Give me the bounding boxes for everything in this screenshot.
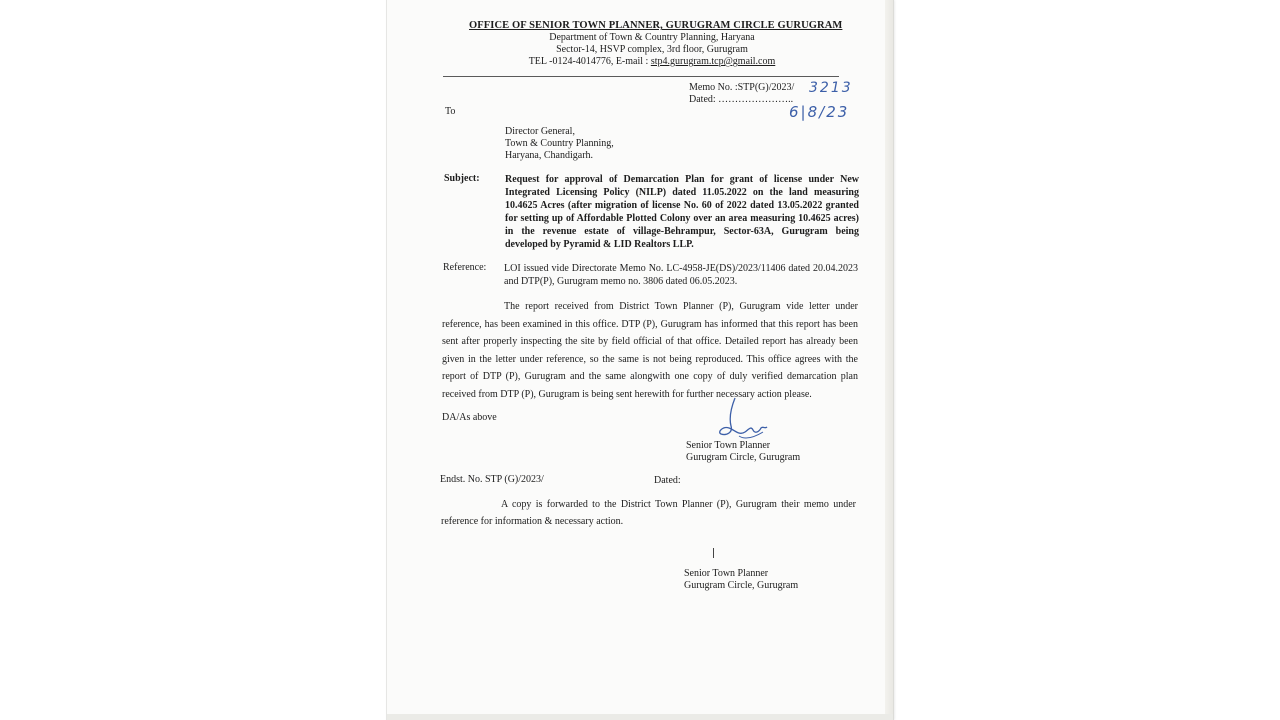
page-edge-shadow [885,0,893,720]
telephone-text: TEL -0124-4014776, E-mail : [528,56,651,67]
memo-dated: Dated: ………………….. [689,94,794,105]
memo-number-handwritten: 3213 [809,80,853,96]
office-title: OFFICE OF SENIOR TOWN PLANNER, GURUGRAM CIRCLE GURUGRAM [469,20,843,31]
to-label: To [445,106,456,117]
reference-label: Reference: [443,262,487,273]
endorsement-dated: Dated: [654,475,681,486]
memo-date-handwritten: 6|8/23 [789,103,850,121]
department-line: Department of Town & Country Planning, Haryana [549,32,755,43]
document-page [386,0,894,720]
addressee-line: Director General, [505,126,575,137]
subject-text: Request for approval of Demarcation Plan for grant of license under New Integrated Licensing Policy (NILP) dated 11.05.2022 on the land measuring 10.4625 Acres (after migration of license No. 60 of 2022 dated 13.05.2022 granted for setting up of Affordable Plotted Colony over an area measuring 10.4625 acres) in the revenue estate of village-Behrampur, Sector-63A, Gurugram being developed by Pyramid & LID Realtors LLP. [505,174,859,250]
signatory-title-2: Senior Town Planner [684,568,769,579]
memo-number: Memo No. :STP(G)/2023/ [689,82,795,93]
endorsement-text: A copy is forwarded to the District Town Planner (P), Gurugram their memo under reference for information & necessary action. [441,499,856,527]
signatory-office-2: Gurugram Circle, Gurugram [684,580,799,591]
header-divider [443,76,839,77]
addressee-line: Town & Country Planning, [505,138,614,149]
address-line: Sector-14, HSVP complex, 3rd floor, Gurugram [556,44,748,55]
addressee-line: Haryana, Chandigarh. [505,150,594,161]
enclosure-note: DA/As above [442,412,497,423]
signatory-office: Gurugram Circle, Gurugram [686,452,801,463]
subject-label: Subject: [444,173,480,184]
signatory-title: Senior Town Planner [686,440,771,451]
signature-mark [713,548,714,558]
letter-body: The report received from District Town Planner (P), Gurugram vide letter under reference, has been examined in this office. DTP (P), Gurugram has informed that this report has been sent after properly inspecting the site by field official of that office. Detailed report has already been given in the letter under reference, so the same is not being reproduced. This office agrees with the report of DTP (P), Gurugram and the same alongwith one copy of duly verified demarcation plan received from DTP (P), Gurugram is being sent herewith for further necessary action please. [442,301,858,400]
contact-line [469,56,835,68]
endorsement-number: Endst. No. STP (G)/2023/ [440,474,544,485]
email-link[interactable]: stp4.gurugram.tcp@gmail.com [650,56,776,67]
reference-text: LOI issued vide Directorate Memo No. LC-4958-JE(DS)/2023/11406 dated 20.04.2023 and DTP(P), Gurugram memo no. 3806 dated 06.05.2023. [504,263,858,287]
page-bottom-edge [387,714,893,720]
